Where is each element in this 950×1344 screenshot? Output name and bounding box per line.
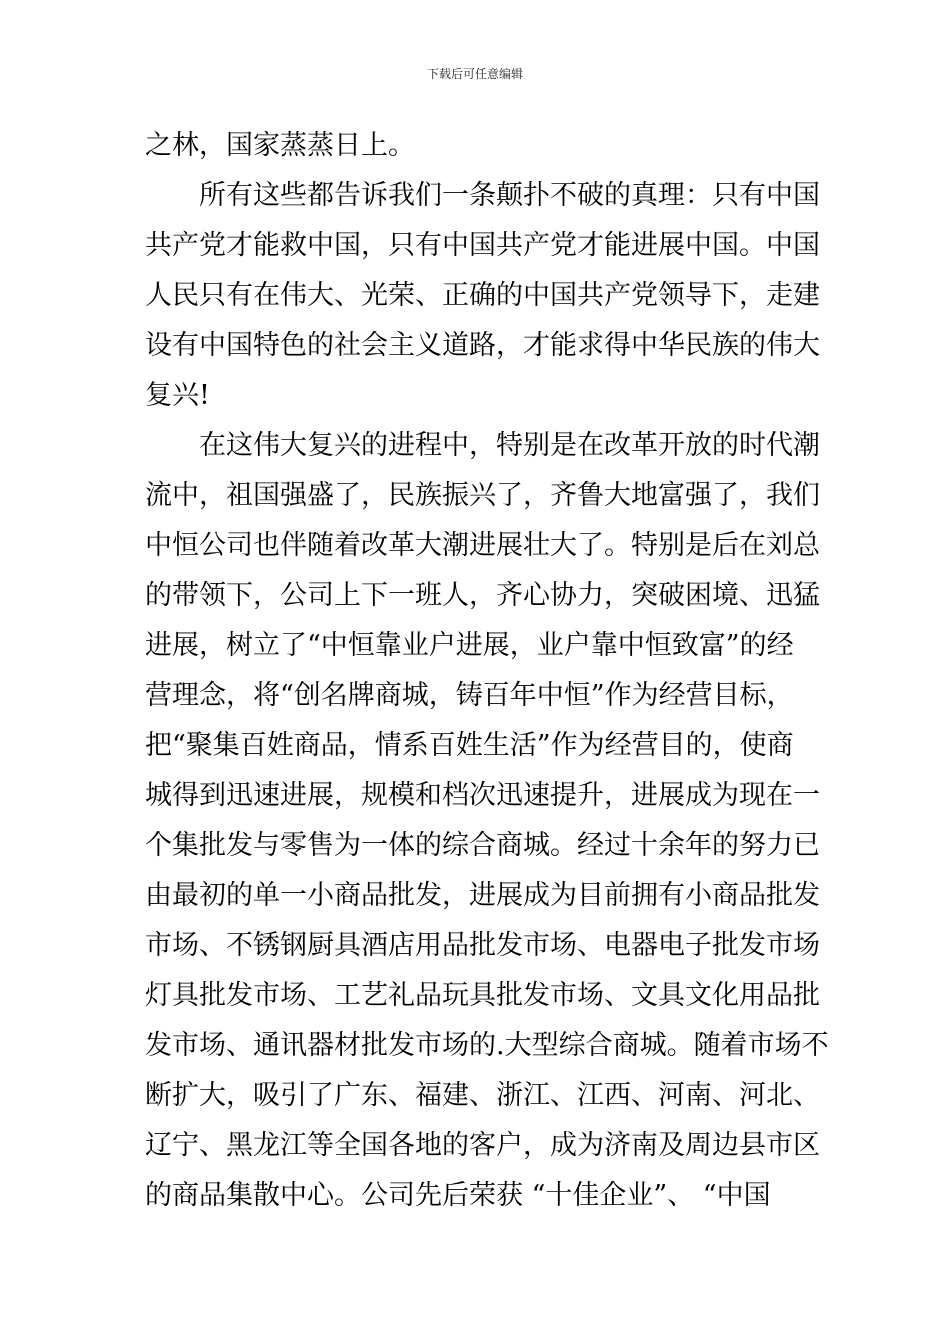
text-line: 流中，祖国强盛了，民族振兴了，齐鲁大地富强了，我们 <box>145 480 820 511</box>
text-line: 辽宁、黑龙江等全国各地的客户，成为济南及周边县市区 <box>145 1130 820 1161</box>
text-line: 断扩大，吸引了广东、福建、浙江、江西、河南、河北、 <box>145 1080 820 1111</box>
text-line: 把“聚集百姓商品，情系百姓生活”作为经营目的，使商 <box>145 730 794 761</box>
text-line: 设有中国特色的社会主义道路，才能求得中华民族的伟大 <box>145 330 820 361</box>
text-line: 在这伟大复兴的进程中，特别是在改革开放的时代潮 <box>145 430 820 461</box>
text-line: 进展，树立了“中恒靠业户进展，业户靠中恒致富”的经 <box>145 630 794 661</box>
text-line: 所有这些都告诉我们一条颠扑不破的真理：只有中国 <box>145 180 820 211</box>
text-line: 城得到迅速进展，规模和档次迅速提升，进展成为现在一 <box>145 780 820 811</box>
text-line: 之林，国家蒸蒸日上。 <box>145 130 415 161</box>
text-line: 共产党才能救中国，只有中国共产党才能进展中国。中国 <box>145 230 820 261</box>
text-line: 人民只有在伟大、光荣、正确的中国共产党领导下，走建 <box>145 280 820 311</box>
text-line: 市场、不锈钢厨具酒店用品批发市场、电器电子批发市场 <box>145 930 820 961</box>
text-line: 中恒公司也伴随着改革大潮进展壮大了。特别是后在刘总 <box>145 530 820 561</box>
page-header: 下载后可任意编辑 <box>426 67 523 81</box>
text-line: 个集批发与零售为一体的综合商城。经过十余年的努力已 <box>145 830 820 861</box>
text-line: 的带领下，公司上下一班人，齐心协力，突破困境、迅猛 <box>145 580 820 611</box>
text-line: 发市场、通讯器材批发市场的.大型综合商城。随着市场不 <box>145 1030 829 1061</box>
text-line: 灯具批发市场、工艺礼品玩具批发市场、文具文化用品批 <box>145 980 820 1011</box>
text-line: 营理念，将“创名牌商城，铸百年中恒”作为经营目标， <box>145 680 794 711</box>
text-line: 的商品集散中心。公司先后荣获 “十佳企业”、 “中国 <box>145 1180 771 1211</box>
text-line: 由最初的单一小商品批发，进展成为目前拥有小商品批发 <box>145 880 820 911</box>
text-line: 复兴! <box>145 380 210 411</box>
